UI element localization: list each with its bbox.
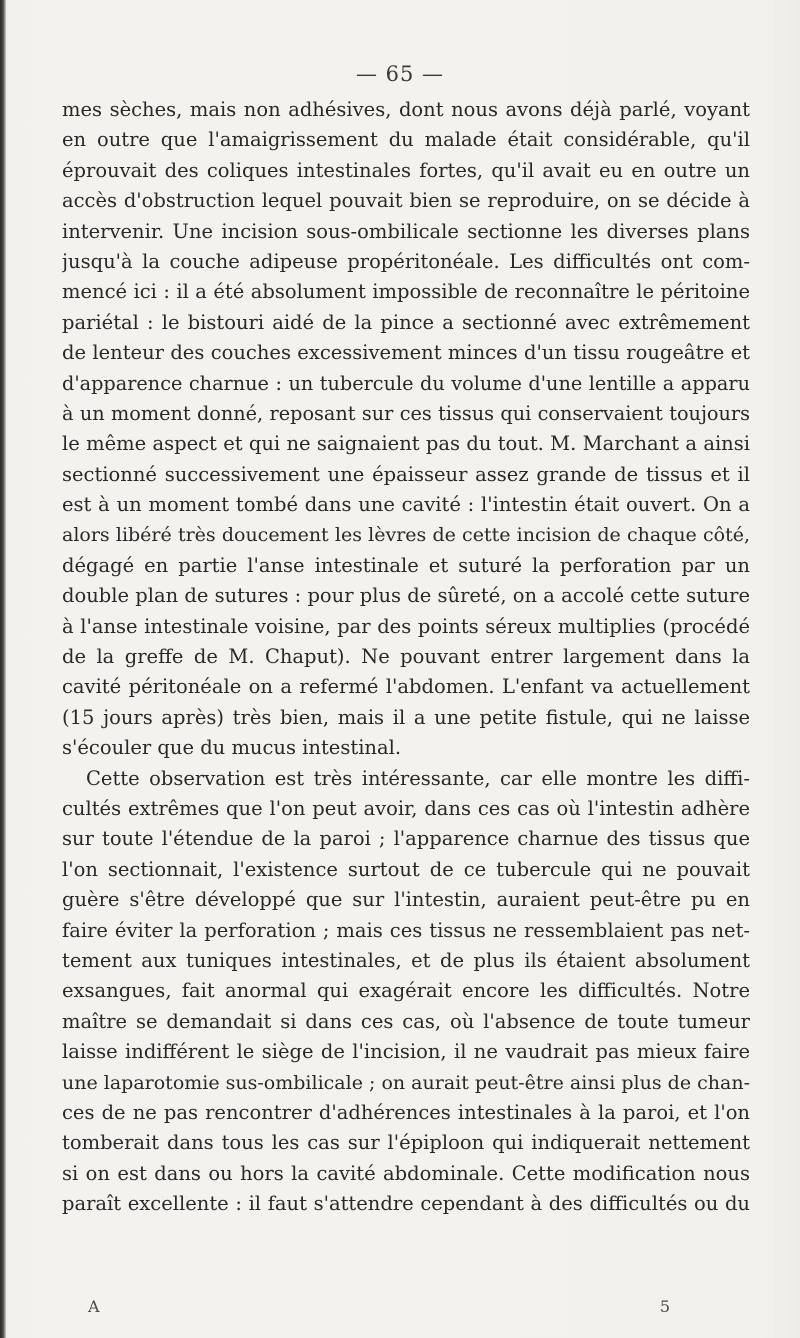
text-line: sectionné successivement une épaisseur assez grande de tissus et il <box>62 462 750 486</box>
text-line: est à un moment tombé dans une cavité : l'intestin était ouvert. On a <box>62 493 750 517</box>
text-line: dégagé en partie l'anse intestinale et suturé la perforation par un <box>62 553 750 577</box>
body-text <box>62 95 750 1219</box>
signature-number: 5 <box>659 1297 670 1316</box>
text-line: maître se demandait si dans ces cas, où l'absence de toute tumeur <box>62 1009 750 1033</box>
text-line: Cette observation est très intéressante, car elle montre les diffi- <box>86 766 750 790</box>
text-line: l'on sectionnait, l'existence surtout de ce tubercule qui ne pouvait <box>62 857 750 881</box>
text-line: éprouvait des coliques intestinales fortes, qu'il avait eu en outre un <box>62 158 750 182</box>
text-line: à un moment donné, reposant sur ces tissus qui conservaient toujours <box>62 401 750 425</box>
text-line: guère s'être développé que sur l'intestin, auraient peut-être pu en <box>62 888 750 912</box>
text-line: cultés extrêmes que l'on peut avoir, dans ces cas où l'intestin adhère <box>62 796 750 820</box>
signature-letter: A <box>88 1297 100 1316</box>
text-line: intervenir. Une incision sous-ombilicale sectionne les diverses plans <box>62 219 750 243</box>
text-line: accès d'obstruction lequel pouvait bien se reproduire, on se décide à <box>62 189 750 213</box>
text-line: exsangues, fait anormal qui exagérait encore les difficultés. Notre <box>62 979 750 1003</box>
text-line: paraît excellente : il faut s'attendre cependant à des difficultés ou du <box>62 1192 750 1216</box>
page-number: — 65 — <box>355 62 445 86</box>
text-line: le même aspect et qui ne saignaient pas du tout. M. Marchant a ainsi <box>62 432 750 456</box>
text-line: alors libéré très doucement les lèvres de cette incision de chaque côté, <box>62 524 750 547</box>
text-line: mencé ici : il a été absolument impossible de reconnaître le péritoine <box>62 280 750 304</box>
text-line: laisse indifférent le siège de l'incision, il ne vaudrait pas mieux faire <box>62 1040 750 1064</box>
text-line: d'apparence charnue : un tubercule du volume d'une lentille a apparu <box>62 371 750 395</box>
text-line: à l'anse intestinale voisine, par des points séreux multiplies (procédé <box>62 614 750 638</box>
text-line: de la greffe de M. Chaput). Ne pouvant entrer largement dans la <box>62 645 750 669</box>
text-line: double plan de sutures : pour plus de sûreté, on a accolé cette suture <box>62 584 750 608</box>
page-binding-edge <box>0 0 6 1338</box>
text-line: cavité péritonéale on a refermé l'abdomen. L'enfant va actuellement <box>62 675 750 699</box>
text-line: (15 jours après) très bien, mais il a une petite fistule, qui ne laisse <box>62 705 750 729</box>
text-line: en outre que l'amaigrissement du malade était considérable, qu'il <box>62 128 750 152</box>
text-line: jusqu'à la couche adipeuse propéritonéale. Les difficultés ont com- <box>62 249 750 273</box>
text-line: faire éviter la perforation ; mais ces tissus ne ressemblaient pas net- <box>62 918 750 942</box>
text-line: une laparotomie sus-ombilicale ; on aurait peut-être ainsi plus de chan- <box>62 1071 750 1094</box>
text-line: ces de ne pas rencontrer d'adhérences intestinales à la paroi, et l'on <box>62 1100 750 1124</box>
text-line: mes sèches, mais non adhésives, dont nous avons déjà parlé, voyant <box>62 98 750 121</box>
text-line: de lenteur des couches excessivement minces d'un tissu rougeâtre et <box>62 341 750 365</box>
text-line: pariétal : le bistouri aidé de la pince a sectionné avec extrêmement <box>62 310 750 334</box>
text-line: tement aux tuniques intestinales, et de plus ils étaient absolument <box>62 948 750 972</box>
text-line: s'écouler que du mucus intestinal. <box>62 736 402 760</box>
text-line: si on est dans ou hors la cavité abdominale. Cette modification nous <box>62 1161 750 1185</box>
text-line: sur toute l'étendue de la paroi ; l'apparence charnue des tissus que <box>62 827 750 851</box>
text-line: tomberait dans tous les cas sur l'épiploon qui indiquerait nettement <box>62 1131 750 1155</box>
